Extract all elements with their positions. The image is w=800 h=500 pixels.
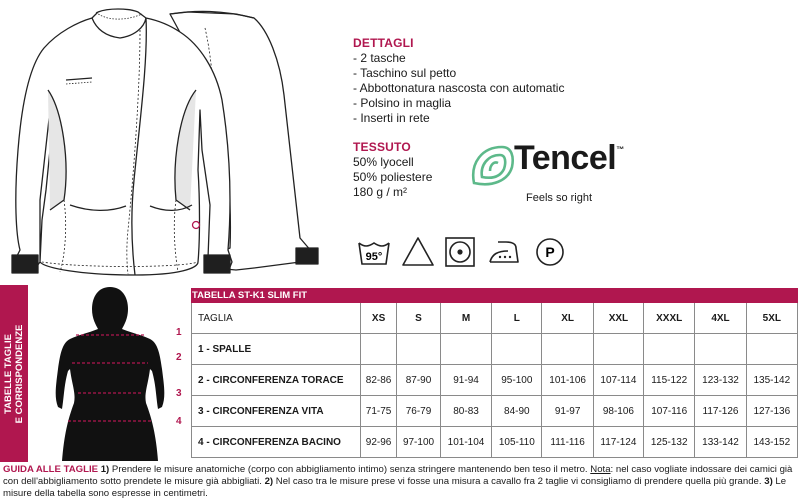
tumble-dry-icon — [442, 234, 478, 270]
table-cell — [695, 334, 746, 365]
body-silhouette — [30, 285, 190, 462]
table-cell: 127-136 — [746, 396, 797, 427]
table-cell: 117-126 — [695, 396, 746, 427]
size-col: 5XL — [746, 303, 797, 334]
table-cell — [593, 334, 643, 365]
size-col: S — [397, 303, 441, 334]
size-table — [191, 288, 798, 458]
detail-item: - Abbottonatura nascosta con automatic — [353, 81, 565, 95]
table-cell — [644, 334, 695, 365]
fabric-weight: 180 g / m² — [353, 185, 408, 199]
tencel-wordmark: Tencel™ — [514, 139, 624, 177]
point-3: 3 — [176, 388, 182, 399]
table-cell: 125-132 — [644, 427, 695, 458]
size-col: M — [440, 303, 491, 334]
table-cell: 97-100 — [397, 427, 441, 458]
table-row — [192, 365, 798, 396]
table-cell: 71-75 — [361, 396, 397, 427]
row-label: 3 - CIRCONFERENZA VITA — [192, 396, 361, 427]
table-cell: 101-106 — [542, 365, 593, 396]
table-cell — [361, 334, 397, 365]
detail-item: - Inserti in rete — [353, 111, 430, 125]
tencel-logo — [468, 137, 628, 212]
table-cell: 105-110 — [492, 427, 542, 458]
table-cell — [746, 334, 797, 365]
guide-title: GUIDA ALLE TAGLIE — [3, 464, 99, 475]
size-col: XXXL — [644, 303, 695, 334]
point-1: 1 — [176, 327, 182, 338]
svg-text:95°: 95° — [365, 251, 383, 263]
details-title: DETTAGLI — [353, 36, 414, 50]
table-cell — [397, 334, 441, 365]
table-cell: 115-122 — [644, 365, 695, 396]
tencel-leaf-icon — [468, 141, 518, 189]
table-cell: 76-79 — [397, 396, 441, 427]
table-cell: 117-124 — [593, 427, 643, 458]
size-col: XXL — [593, 303, 643, 334]
size-table-header: TABELLA ST-K1 SLIM FIT — [192, 289, 798, 303]
size-label: TAGLIA — [192, 303, 361, 334]
svg-text:P: P — [545, 244, 555, 260]
table-row — [192, 334, 798, 365]
detail-item: - 2 tasche — [353, 51, 406, 65]
table-cell: 80-83 — [440, 396, 491, 427]
size-col: 4XL — [695, 303, 746, 334]
table-cell: 87-90 — [397, 365, 441, 396]
table-row — [192, 396, 798, 427]
iron-icon — [486, 234, 522, 270]
details-list — [353, 51, 564, 126]
point-2: 2 — [176, 352, 182, 363]
table-cell: 82-86 — [361, 365, 397, 396]
table-cell: 143-152 — [746, 427, 797, 458]
side-band-line-2: E CORRISPONDENZE — [14, 324, 25, 423]
table-cell: 91-97 — [542, 396, 593, 427]
table-cell — [542, 334, 593, 365]
size-col: XL — [542, 303, 593, 334]
point-4: 4 — [176, 416, 182, 427]
dry-clean-icon — [532, 234, 568, 270]
size-table-side-band — [0, 285, 28, 462]
size-col: L — [492, 303, 542, 334]
table-cell: 92-96 — [361, 427, 397, 458]
table-cell: 123-132 — [695, 365, 746, 396]
row-label: 4 - CIRCONFERENZA BACINO — [192, 427, 361, 458]
table-cell — [440, 334, 491, 365]
detail-item: - Polsino in maglia — [353, 96, 452, 110]
tencel-tagline: Feels so right — [526, 192, 593, 204]
table-cell: 95-100 — [492, 365, 542, 396]
size-guide-text: GUIDA ALLE TAGLIE 1) Prendere le misure anatomiche (corpo con abbigliamento intimo) senza stringere mantenendo ben teso il metro. Nota: nel caso vogliate indossare dei camici già con dell'abbigliamento sotto prendete le misure già abbigliati. 2) Nel caso tra le misure prese vi fosse una misura a cavallo fra 2 taglie vi consigliamo di prendere quella più grande. 3) Le misure della tabella sono espresse in centimetri. — [3, 464, 793, 499]
size-header-row — [192, 303, 798, 334]
fabric-composition-2: 50% poliestere — [353, 170, 433, 184]
row-label: 1 - SPALLE — [192, 334, 361, 365]
fabric-composition-1: 50% lyocell — [353, 155, 414, 169]
detail-item: - Taschino sul petto — [353, 66, 457, 80]
table-cell: 133-142 — [695, 427, 746, 458]
jacket-illustration — [0, 0, 340, 285]
table-cell: 107-114 — [593, 365, 643, 396]
wash-95-icon — [356, 234, 392, 270]
table-cell: 84-90 — [492, 396, 542, 427]
table-cell: 111-116 — [542, 427, 593, 458]
table-cell: 98-106 — [593, 396, 643, 427]
fabric-title: TESSUTO — [353, 140, 411, 154]
table-row — [192, 427, 798, 458]
row-label: 2 - CIRCONFERENZA TORACE — [192, 365, 361, 396]
table-cell: 107-116 — [644, 396, 695, 427]
table-cell: 91-94 — [440, 365, 491, 396]
jacket-front-view — [14, 9, 232, 275]
table-cell — [492, 334, 542, 365]
size-col: XS — [361, 303, 397, 334]
table-cell: 101-104 — [440, 427, 491, 458]
table-cell: 135-142 — [746, 365, 797, 396]
side-band-line-1: TABELLE TAGLIE — [3, 333, 14, 414]
bleach-icon — [400, 234, 436, 270]
